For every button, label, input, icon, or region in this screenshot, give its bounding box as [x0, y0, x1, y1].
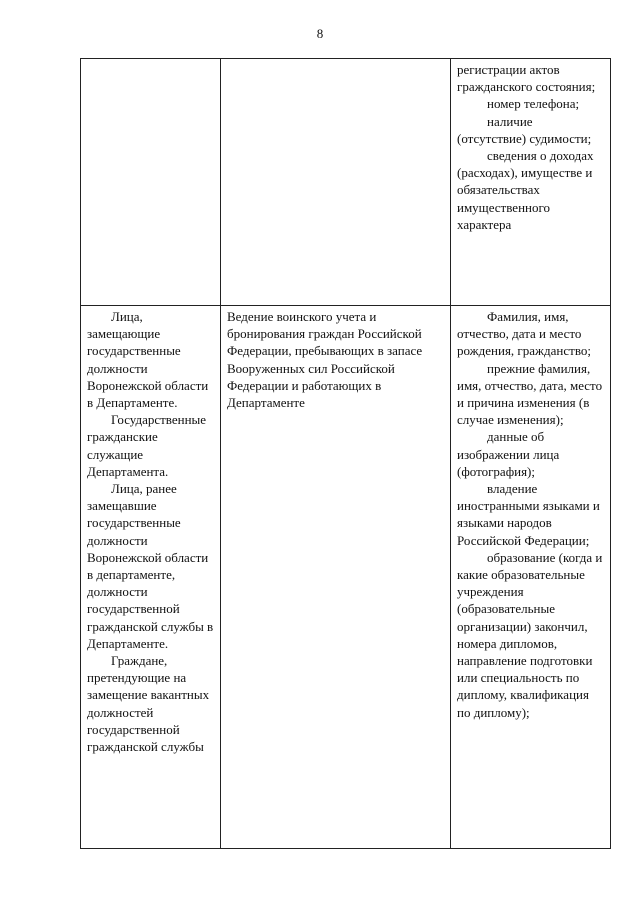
data-table	[80, 58, 611, 849]
page-number: 8	[316, 26, 324, 41]
table-row	[81, 59, 611, 306]
cell-paragraph: номер телефона;	[487, 96, 580, 112]
cell-paragraph: Ведение воинского учета и бронирования граждан Российской Федерации, пребывающих в запасе Вооруженных сил Российской Федерации и работающих в Департаменте	[227, 309, 423, 411]
table-row	[81, 306, 611, 849]
cell-paragraph: владение иностранными языками и языками народов Российской Федерации;	[457, 481, 600, 548]
cell-paragraph: Лица, замещающие государственные должности Воронежской области в Департаменте.	[87, 309, 209, 411]
cell-paragraph: Государственные гражданские служащие Департамента.	[87, 412, 207, 479]
cell-paragraph: регистрации актов гражданского состояния;	[457, 62, 596, 95]
cell-paragraph: Лица, ранее замещавшие государственные должности Воронежской области в департаменте, должности государственной гражданской службы в Департаменте.	[87, 481, 214, 651]
cell-purpose	[221, 306, 451, 849]
cell-subjects	[81, 306, 221, 849]
cell-paragraph: наличие (отсутствие) судимости;	[457, 113, 592, 146]
cell-paragraph: Граждане, претендующие на замещение вакантных должностей государственной гражданской службы	[87, 653, 210, 755]
cell-subjects	[81, 59, 221, 306]
cell-data-categories	[451, 306, 611, 849]
cell-paragraph: сведения о доходах (расходах), имуществе и обязательствах имущественного характера	[457, 148, 594, 232]
cell-data-categories	[451, 59, 611, 306]
cell-paragraph: образование (когда и какие образовательные учреждения (образовательные организации) закончил, номера дипломов, направление подготовки или специальность по диплому, квалификация по диплому);	[457, 549, 603, 720]
cell-purpose	[221, 59, 451, 306]
cell-paragraph: Фамилия, имя, отчество, дата и место рождения, гражданство;	[457, 309, 591, 359]
cell-paragraph: прежние фамилия, имя, отчество, дата, место и причина изменения (в случае изменения);	[457, 360, 603, 428]
cell-paragraph: данные об изображении лица (фотография);	[457, 429, 560, 479]
